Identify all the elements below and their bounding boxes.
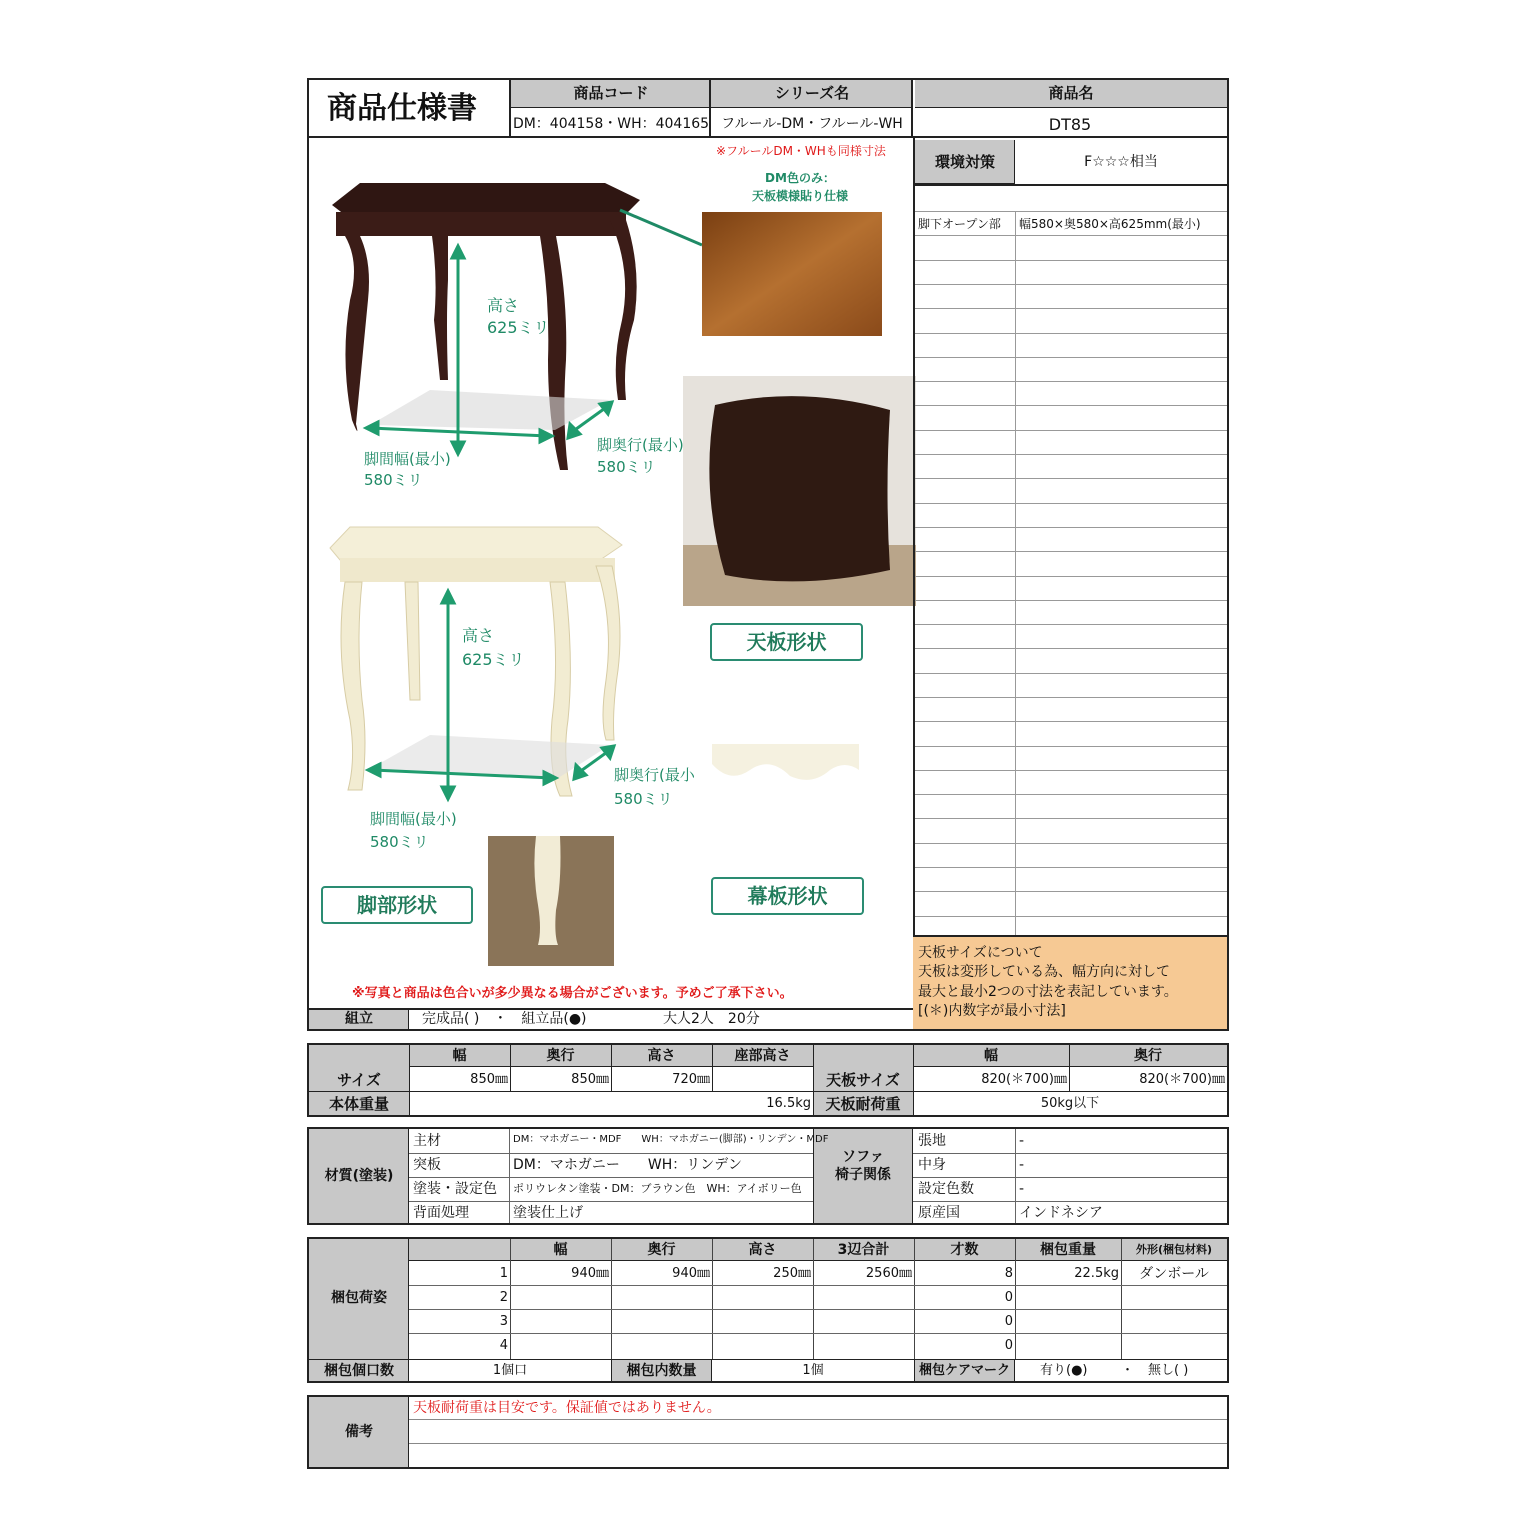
assembly-options: 完成品( ) ・ 組立品(●) — [422, 1011, 587, 1027]
right-panel-rule — [915, 405, 1227, 406]
leg-shape-tag: 脚部形状 — [321, 886, 473, 924]
same-dimension-note: ※フルールDM・WHも同様寸法 — [716, 144, 886, 158]
sofa-label-1: ソファ — [842, 1149, 884, 1165]
top-size-depth: 820(＊700)㎜ — [1139, 1072, 1225, 1087]
remarks-label: 備考 — [345, 1424, 373, 1440]
right-panel-rule — [915, 333, 1227, 334]
sofa-label-2: 椅子関係 — [835, 1167, 891, 1183]
packing-cell: 2560㎜ — [865, 1266, 912, 1281]
right-panel-rule — [915, 648, 1227, 649]
right-panel-rule — [915, 624, 1227, 625]
right-panel-rule — [915, 551, 1227, 552]
right-panel-rule — [915, 454, 1227, 455]
packing-header-total: 3辺合計 — [837, 1242, 890, 1258]
right-panel-rule — [915, 308, 1227, 309]
packing-header-width: 幅 — [553, 1242, 568, 1258]
packing-row-line — [409, 1285, 1227, 1286]
assembly-people: 大人2人 20分 — [663, 1011, 760, 1027]
load-label: 天板耐荷重 — [825, 1095, 901, 1113]
right-panel-rule — [915, 891, 1227, 892]
weight-label: 本体重量 — [328, 1095, 389, 1113]
right-panel-rule — [915, 697, 1227, 698]
material-value-main: DM：マホガニー・MDF WH：マホガニー(脚部)・リンデン・MDF — [513, 1134, 829, 1145]
remarks-line-1 — [409, 1419, 1227, 1420]
packing-row-index: 2 — [499, 1290, 508, 1305]
env-value: F☆☆☆相当 — [1084, 154, 1158, 170]
material-value-finish: ポリウレタン塗装・DM：ブラウン色 WH：アイボリー色 — [513, 1182, 802, 1195]
packing-cell: 22.5kg — [1074, 1266, 1119, 1281]
sofa-value-origin: インドネシア — [1019, 1205, 1103, 1221]
sofa-value-colors: - — [1019, 1181, 1025, 1197]
top-size-label: 天板サイズ — [826, 1071, 900, 1089]
material-value-back: 塗装仕上げ — [513, 1205, 583, 1221]
packing-header-depth: 奥行 — [647, 1242, 676, 1258]
right-panel-rule — [915, 576, 1227, 577]
material-row-line — [409, 1201, 813, 1202]
env-label: 環境対策 — [934, 153, 995, 171]
right-panel-rule — [915, 430, 1227, 431]
depth-value-wh: 580ミリ — [614, 790, 673, 808]
packing-col-line — [510, 1239, 511, 1359]
load-value: 50kg以下 — [1040, 1096, 1100, 1111]
name-value: DT85 — [1048, 115, 1092, 134]
packing-row-index: 3 — [499, 1314, 508, 1329]
care-label: 梱包ケアマーク — [918, 1363, 1010, 1378]
height-label-dm: 高さ — [487, 296, 520, 315]
count-label: 梱包個口数 — [324, 1363, 394, 1379]
right-panel-rule — [915, 746, 1227, 747]
dm-only-note-1: DM色のみ： — [765, 171, 835, 185]
remarks-text: 天板耐荷重は目安です。保証値ではありません。 — [413, 1400, 721, 1416]
sofa-key-fabric: 張地 — [918, 1133, 946, 1149]
remarks-line-2 — [409, 1443, 1227, 1444]
right-panel-rule — [915, 503, 1227, 504]
right-panel-rule — [915, 794, 1227, 795]
packing-cell: 940㎜ — [672, 1266, 710, 1281]
orange-note-line-2: 天板は変形している為、幅方向に対して — [918, 964, 1170, 980]
material-key-veneer: 突板 — [413, 1157, 441, 1173]
photo-color-note: ※写真と商品は色合いが多少異なる場合がございます。予めご了承下さい。 — [352, 986, 793, 1001]
series-value: フルール-DM・フルール-WH — [721, 116, 903, 132]
packing-cell: 8 — [1004, 1266, 1013, 1281]
assembly-label: 組立 — [345, 1011, 373, 1027]
packing-row-line — [409, 1333, 1227, 1334]
code-value: DM：404158・WH：404165 — [512, 116, 710, 132]
right-panel-rule — [915, 357, 1227, 358]
right-panel-rule — [915, 381, 1227, 382]
packing-header-sai: 才数 — [950, 1242, 979, 1258]
right-panel-rule — [915, 527, 1227, 528]
top-size-width: 820(＊700)㎜ — [981, 1072, 1067, 1087]
sofa-key-colors: 設定色数 — [918, 1181, 974, 1197]
packing-cell: 0 — [1004, 1290, 1013, 1305]
packing-row-index: 4 — [499, 1338, 508, 1353]
series-label: シリーズ名 — [774, 84, 850, 102]
right-panel-rule — [915, 260, 1227, 261]
sofa-key-origin: 原産国 — [918, 1205, 960, 1221]
material-label: 材質(塗装) — [324, 1168, 394, 1184]
right-panel-rule — [915, 770, 1227, 771]
material-key-finish: 塗装・設定色 — [413, 1181, 497, 1197]
right-panel-rule — [915, 916, 1227, 917]
width-value-wh: 580ミリ — [370, 833, 429, 851]
material-key-back: 背面処理 — [413, 1205, 469, 1221]
material-row-line — [409, 1177, 813, 1178]
depth-label-dm: 脚奥行(最小) — [597, 436, 684, 454]
size-header-seat-height: 座部高さ — [734, 1048, 791, 1064]
packing-row-line — [409, 1309, 1227, 1310]
packing-cell: 940㎜ — [571, 1266, 609, 1281]
right-panel-rule — [915, 843, 1227, 844]
right-panel-rule — [915, 284, 1227, 285]
top-header-depth: 奥行 — [1134, 1048, 1162, 1064]
packing-col-line — [1015, 1239, 1016, 1359]
inner-label: 梱包内数量 — [626, 1363, 697, 1379]
apron-shape-tag: 幕板形状 — [711, 877, 864, 915]
right-panel — [913, 138, 1227, 935]
sofa-key-filling: 中身 — [918, 1157, 946, 1173]
packing-cell: ダンボール — [1139, 1266, 1209, 1282]
env-row-border — [915, 184, 1227, 186]
right-panel-rule — [915, 867, 1227, 868]
packing-col-line — [611, 1239, 612, 1359]
height-value-dm: 625ミリ — [487, 318, 550, 337]
height-value-wh: 625ミリ — [462, 650, 525, 669]
orange-note-line-4: [(＊)内数字が最小寸法] — [918, 1003, 1066, 1019]
size-value-depth: 850㎜ — [571, 1072, 609, 1087]
size-row-line — [309, 1091, 1227, 1092]
size-value-height: 720㎜ — [672, 1072, 710, 1087]
material-key-main: 主材 — [413, 1133, 441, 1149]
care-value-yes: 有り(●) — [1040, 1363, 1088, 1378]
right-panel-rule — [915, 721, 1227, 722]
width-label-dm: 脚間幅(最小) — [364, 450, 451, 468]
orange-note-line-3: 最大と最小2つの寸法を表記しています。 — [918, 984, 1178, 1000]
size-label: サイズ — [337, 1071, 381, 1089]
top-shape-tag: 天板形状 — [710, 623, 863, 661]
open-label: 脚下オープン部 — [918, 217, 1001, 231]
width-value-dm: 580ミリ — [364, 471, 423, 489]
packing-col-line — [1121, 1239, 1122, 1359]
material-row-line — [913, 1153, 1227, 1154]
size-header-width: 幅 — [452, 1048, 467, 1064]
count-value: 1個口 — [492, 1363, 528, 1378]
right-panel-divider — [1015, 211, 1016, 935]
sofa-value-fabric: - — [1019, 1133, 1025, 1149]
right-panel-rule — [915, 478, 1227, 479]
right-panel-rule — [915, 235, 1227, 236]
care-value-no: 無し( ) — [1148, 1363, 1189, 1378]
height-label-wh: 高さ — [462, 626, 495, 645]
size-header-depth: 奥行 — [546, 1048, 575, 1064]
code-label: 商品コード — [573, 84, 649, 102]
inner-value: 1個 — [802, 1363, 824, 1378]
packing-header-height: 高さ — [748, 1242, 777, 1258]
material-col-line — [1015, 1129, 1016, 1223]
packing-row-index: 1 — [499, 1266, 508, 1281]
right-panel-rule — [915, 211, 1227, 212]
depth-value-dm: 580ミリ — [597, 458, 656, 476]
packing-header-weight: 梱包重量 — [1040, 1242, 1096, 1258]
depth-label-wh: 脚奥行(最小 — [614, 766, 695, 784]
top-header-width: 幅 — [984, 1048, 998, 1064]
packing-header-material: 外形(梱包材料) — [1135, 1243, 1213, 1256]
sofa-value-filling: - — [1019, 1157, 1025, 1173]
right-panel-rule — [915, 600, 1227, 601]
weight-value: 16.5kg — [766, 1096, 811, 1111]
page-title: 商品仕様書 — [327, 91, 477, 126]
size-header-height: 高さ — [647, 1048, 676, 1064]
right-panel-rule — [915, 673, 1227, 674]
material-row-line — [913, 1201, 1227, 1202]
width-label-wh: 脚間幅(最小) — [370, 810, 457, 828]
material-col-line — [509, 1129, 510, 1223]
packing-cell: 0 — [1004, 1338, 1013, 1353]
packing-label: 梱包荷姿 — [331, 1290, 387, 1306]
packing-col-line — [813, 1239, 814, 1359]
right-panel-rule — [915, 818, 1227, 819]
name-label: 商品名 — [1048, 84, 1094, 102]
open-value: 幅580×奥580×高625mm(最小) — [1019, 217, 1201, 231]
size-value-width: 850㎜ — [470, 1072, 508, 1087]
orange-note-line-1: 天板サイズについて — [918, 945, 1043, 961]
care-separator: ・ — [1121, 1363, 1135, 1378]
packing-col-line — [712, 1239, 713, 1359]
material-row-line — [409, 1153, 813, 1154]
material-row-line — [913, 1177, 1227, 1178]
material-value-veneer: DM：マホガニー WH：リンデン — [513, 1157, 742, 1173]
packing-cell: 0 — [1004, 1314, 1013, 1329]
packing-cell: 250㎜ — [773, 1266, 811, 1281]
dm-only-note-2: 天板模様貼り仕様 — [751, 189, 848, 203]
